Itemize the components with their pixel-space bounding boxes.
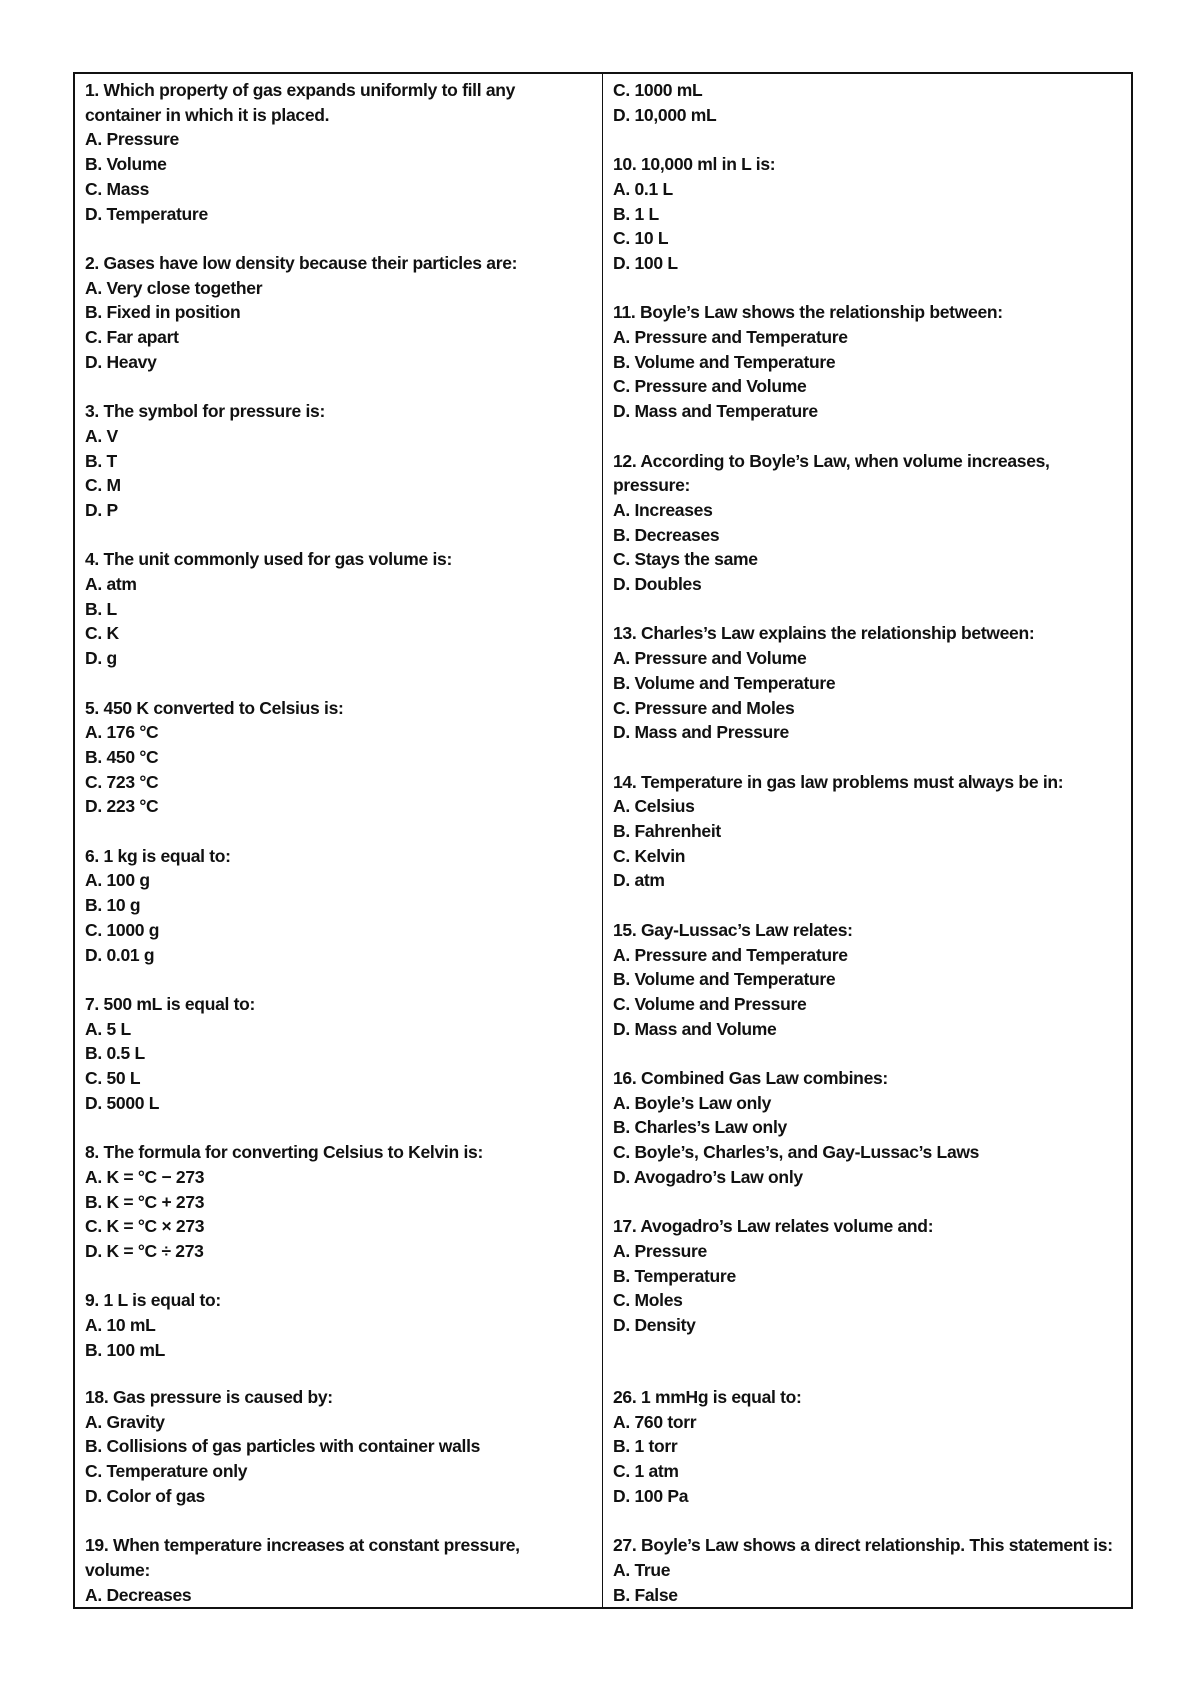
answer-option: C. 1000 mL (613, 80, 703, 100)
answer-option: B. 450 °C (85, 746, 159, 767)
answer-option: A. 10 mL (85, 1315, 156, 1336)
question-block (85, 696, 592, 820)
question-text: 19. When temperature increases at constant pressure, (85, 1535, 520, 1556)
answer-option: D. 100 L (613, 252, 678, 273)
answer-option: C. 50 L (85, 1068, 141, 1089)
answer-option: B. T (85, 450, 117, 471)
right-bottom-questions (613, 1385, 1121, 1632)
answer-option: D. Heavy (85, 351, 157, 372)
answer-option: D. 100 Pa (613, 1485, 689, 1506)
answer-option: A. K = °C − 273 (85, 1166, 205, 1187)
answer-option: D. P (85, 499, 118, 520)
answer-option: A. 176 °C (85, 722, 159, 743)
answer-option: D. 0.01 g (85, 944, 155, 965)
answer-option: D. Density (613, 1315, 696, 1336)
answer-option: C. Temperature only (85, 1461, 248, 1482)
answer-option: C. Volume and Pressure (613, 993, 807, 1014)
answer-option: B. Charles’s Law only (613, 1117, 787, 1138)
question-text: 5. 450 K converted to Celsius is: (85, 697, 344, 718)
question-text: 9. 1 L is equal to: (85, 1290, 221, 1311)
question-text: 10. 10,000 ml in L is: (613, 154, 776, 175)
question-text: 18. Gas pressure is caused by: (85, 1387, 333, 1407)
answer-option: A. Very close together (85, 277, 263, 298)
answer-option: B. 1 L (613, 203, 659, 224)
question-text-continued: pressure: (613, 475, 691, 496)
answer-option: A. Decreases (85, 1584, 192, 1605)
question-text: 17. Avogadro’s Law relates volume and: (613, 1216, 934, 1237)
answer-option: C. 723 °C (85, 771, 159, 792)
answer-option: D. Mass and Temperature (613, 401, 818, 422)
question-block (85, 1385, 592, 1509)
question-text: 27. Boyle’s Law shows a direct relationship. This statement is: (613, 1535, 1113, 1556)
answer-option: D. Mass and Pressure (613, 722, 789, 743)
answer-option: A. Pressure and Volume (613, 648, 807, 669)
question-block (85, 251, 592, 375)
answer-option: D. Doubles (613, 574, 702, 595)
answer-option: D. Mass and Volume (613, 1018, 777, 1039)
question-block (613, 1533, 1121, 1607)
question-block (85, 1288, 592, 1362)
answer-option: B. Temperature (613, 1265, 736, 1286)
question-block (85, 399, 592, 523)
answer-option: D. Color of gas (85, 1485, 205, 1506)
answer-option: B. Volume and Temperature (613, 672, 836, 693)
question-text: 1. Which property of gas expands uniformly to fill any (85, 80, 516, 100)
question-block (85, 547, 592, 671)
answer-option: C. Stays the same (613, 549, 758, 570)
answer-option: C. 1 atm (613, 1461, 679, 1482)
answer-option: A. Gravity (85, 1411, 165, 1432)
answer-option: A. Increases (613, 499, 713, 520)
answer-option: B. Volume and Temperature (613, 351, 836, 372)
question-block (85, 1140, 592, 1264)
answer-option: D. atm (613, 870, 665, 891)
answer-option: D. 10,000 mL (613, 104, 717, 125)
answer-option: B. Collisions of gas particles with container walls (85, 1436, 481, 1457)
answer-option: B. 1 torr (613, 1436, 678, 1457)
question-block (613, 1214, 1121, 1338)
question-text-continued: container in which it is placed. (85, 104, 330, 125)
answer-option: A. atm (85, 574, 137, 595)
question-text: 15. Gay-Lussac’s Law relates: (613, 919, 853, 940)
question-text: 13. Charles’s Law explains the relationship between: (613, 623, 1035, 644)
answer-option: A. 0.1 L (613, 178, 673, 199)
question-text: 14. Temperature in gas law problems must always be in: (613, 771, 1064, 792)
answer-option: A. V (85, 425, 118, 446)
question-text: 11. Boyle’s Law shows the relationship between: (613, 302, 1003, 323)
answer-option: B. Volume and Temperature (613, 969, 836, 990)
answer-option: A. Pressure (85, 129, 179, 150)
left-column (75, 74, 603, 1607)
answer-option: A. 5 L (85, 1018, 131, 1039)
question-block (613, 770, 1121, 894)
question-block (613, 300, 1121, 424)
answer-option: B. Volume (85, 154, 167, 175)
answer-option: B. 10 g (85, 895, 141, 916)
question-block (613, 1066, 1121, 1190)
answer-option: C. Moles (613, 1290, 683, 1311)
question-block (85, 992, 592, 1116)
question-block (85, 1533, 592, 1607)
question-block (613, 918, 1121, 1042)
right-top-questions (613, 78, 1121, 1338)
question-text: 8. The formula for converting Celsius to Kelvin is: (85, 1142, 483, 1163)
answer-option: D. g (85, 648, 117, 669)
question-block (613, 152, 1121, 276)
answer-option: B. Fahrenheit (613, 821, 721, 842)
left-top-questions (85, 78, 592, 1362)
answer-option: C. K (85, 623, 119, 644)
answer-option: A. Celsius (613, 796, 695, 817)
answer-option: D. Temperature (85, 203, 208, 224)
answer-option: D. 223 °C (85, 796, 159, 817)
question-text: 6. 1 kg is equal to: (85, 845, 231, 866)
question-block (613, 78, 1121, 127)
answer-option: A. 100 g (85, 870, 150, 891)
question-block (85, 844, 592, 968)
answer-option: D. K = °C ÷ 273 (85, 1240, 204, 1261)
answer-option: B. False (613, 1584, 678, 1605)
question-text: 4. The unit commonly used for gas volume is: (85, 549, 453, 570)
answer-option: C. Kelvin (613, 845, 686, 866)
answer-option: C. 10 L (613, 228, 669, 249)
answer-option: B. 0.5 L (85, 1043, 145, 1064)
answer-option: D. 5000 L (85, 1092, 160, 1113)
answer-option: B. Fixed in position (85, 302, 241, 323)
answer-option: B. K = °C + 273 (85, 1191, 205, 1212)
answer-option: C. Pressure and Volume (613, 376, 807, 397)
question-text: 16. Combined Gas Law combines: (613, 1068, 888, 1089)
answer-option: A. Pressure and Temperature (613, 327, 848, 347)
left-bottom-questions (85, 1385, 592, 1632)
answer-option: C. Mass (85, 178, 150, 199)
question-block (85, 78, 592, 226)
answer-option: B. Decreases (613, 524, 720, 545)
question-text: 7. 500 mL is equal to: (85, 993, 256, 1014)
question-text: 3. The symbol for pressure is: (85, 401, 325, 422)
answer-option: C. K = °C × 273 (85, 1216, 205, 1237)
question-block (613, 621, 1121, 745)
question-block (613, 1385, 1121, 1509)
answer-option: A. True (613, 1559, 671, 1580)
answer-option: A. Pressure (613, 1240, 707, 1261)
answer-option: A. 760 torr (613, 1411, 697, 1432)
answer-option: B. L (85, 598, 117, 619)
answer-option: C. Boyle’s, Charles’s, and Gay-Lussac’s Laws (613, 1142, 980, 1163)
question-text: 2. Gases have low density because their particles are: (85, 252, 518, 273)
question-text: 26. 1 mmHg is equal to: (613, 1387, 802, 1407)
answer-option: C. Pressure and Moles (613, 697, 795, 718)
question-text: 12. According to Boyle’s Law, when volume increases, (613, 450, 1050, 471)
answer-option: D. Avogadro’s Law only (613, 1166, 803, 1187)
quiz-table (73, 72, 1133, 1609)
answer-option: B. 100 mL (85, 1339, 165, 1360)
answer-option: C. M (85, 475, 121, 496)
question-block (613, 449, 1121, 597)
right-column (603, 74, 1131, 1607)
answer-option: C. Far apart (85, 327, 179, 348)
answer-option: A. Boyle’s Law only (613, 1092, 771, 1113)
question-text-continued: volume: (85, 1559, 150, 1580)
answer-option: A. Pressure and Temperature (613, 944, 848, 965)
answer-option: C. 1000 g (85, 919, 160, 940)
